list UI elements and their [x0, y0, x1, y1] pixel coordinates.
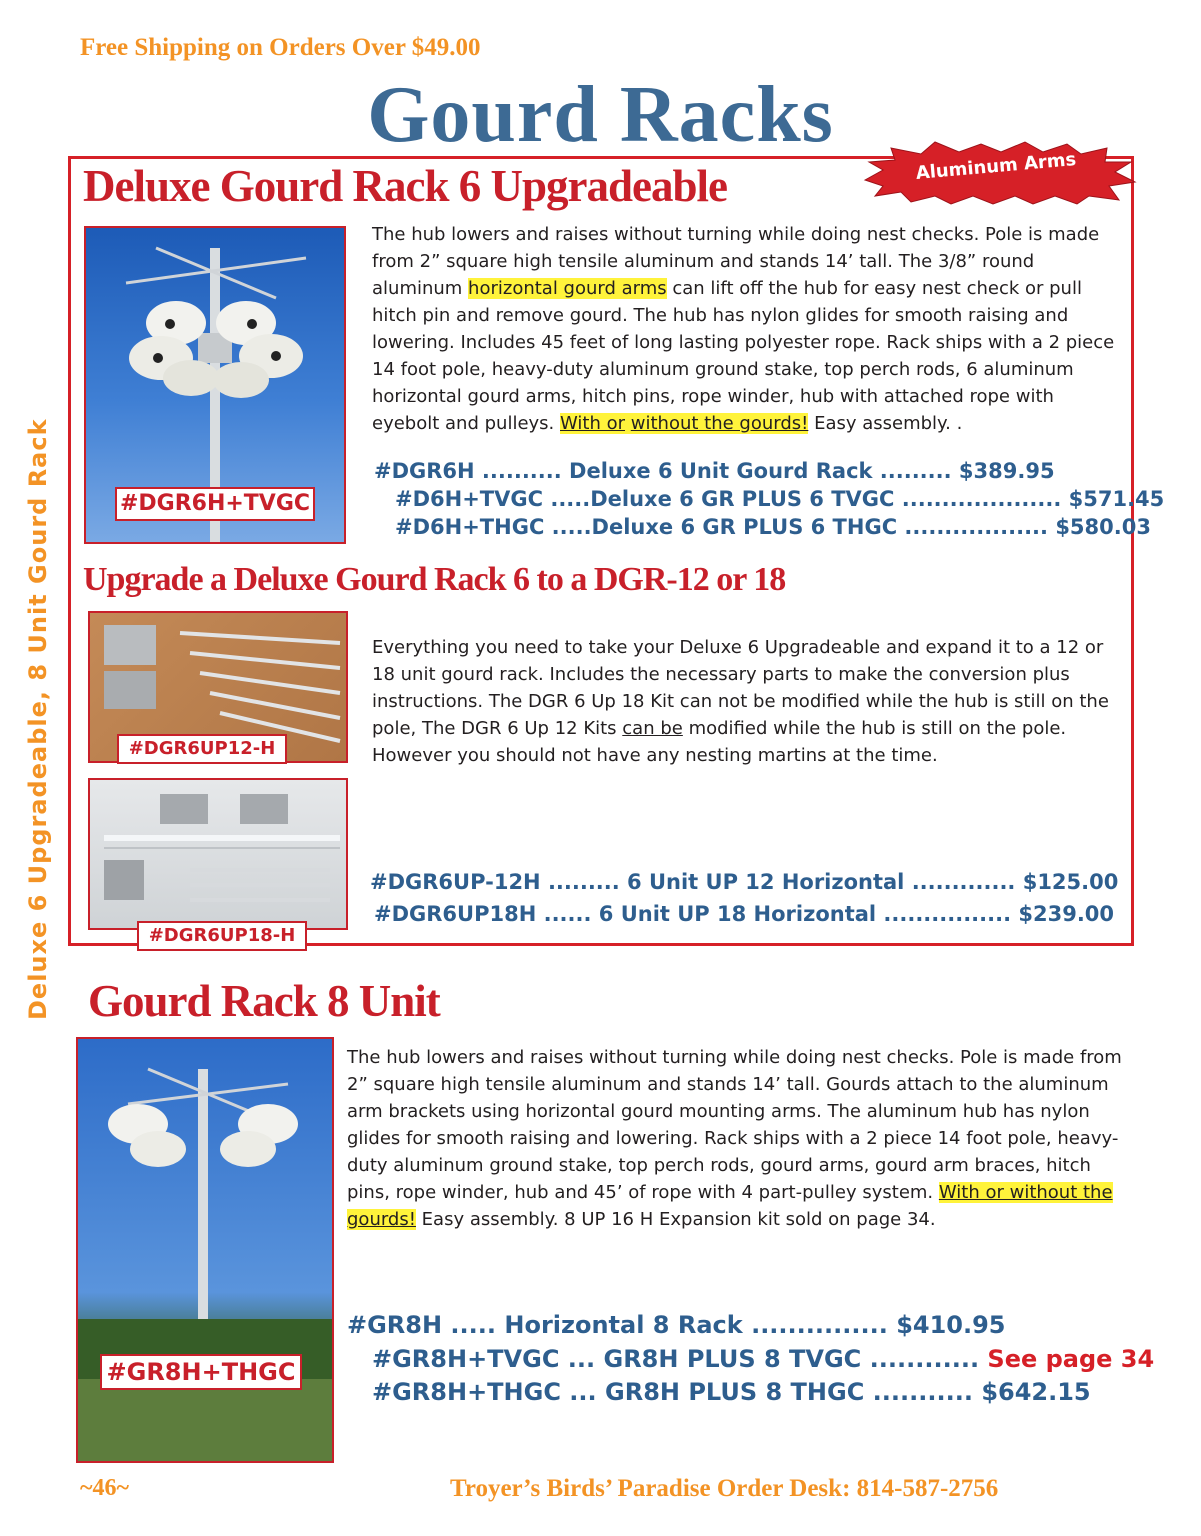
page-title: Gourd Racks — [367, 71, 834, 159]
highlight-text: without the gourds! — [630, 413, 809, 434]
desc-text: Easy assembly. 8 UP 16 H Expansion kit sold on page 34. — [415, 1209, 936, 1230]
section-title-upgrade: Upgrade a Deluxe Gourd Rack 6 to a DGR-12 or 18 — [83, 561, 786, 598]
highlight-text: With or — [560, 413, 626, 434]
price-line-dgr6h: #DGR6H .......... Deluxe 6 Unit Gourd Rack ......... $389.95 — [374, 459, 1055, 483]
price-line-d6h-thgc: #D6H+THGC .....Deluxe 6 GR PLUS 6 THGC .................. $580.03 — [395, 515, 1151, 539]
desc-text: The hub lowers and raises without turning while doing nest checks. Pole is made from 2” square high tensile aluminum and stands 14’ tall. The 3/8” round aluminum — [372, 224, 1100, 299]
gourd-rack-8-illustration — [78, 1039, 334, 1463]
price-line-d6h-tvgc: #D6H+TVGC .....Deluxe 6 GR PLUS 6 TVGC .................... $571.45 — [395, 487, 1165, 511]
highlight-text: horizontal gourd arms — [468, 278, 667, 299]
desc-text: Easy assembly. . — [808, 413, 963, 434]
aluminum-arms-badge — [855, 140, 1137, 206]
description-upgrade — [372, 634, 1112, 769]
description-gourd-rack-8 — [347, 1044, 1127, 1233]
price-line-text: #GR8H+TVGC ... GR8H PLUS 8 TVGC ............ — [372, 1345, 980, 1373]
price-line-gr8h-thgc: #GR8H+THGC ... GR8H PLUS 8 THGC ........... $642.15 — [372, 1378, 1091, 1406]
desc-text: modified while the hub is still on the pole. However you should not have any nesting martins at the time. — [372, 718, 1067, 766]
product-photo-gr8h — [76, 1037, 334, 1463]
photo-tag-dgr6up12: #DGR6UP12-H — [117, 734, 287, 764]
photo-tag-dgr6up18: #DGR6UP18-H — [137, 921, 307, 951]
footer-contact: Troyer’s Birds’ Paradise Order Desk: 814-587-2756 — [450, 1475, 999, 1502]
product-photo-dgr6up18 — [88, 778, 348, 930]
free-shipping-banner: Free Shipping on Orders Over $49.00 — [80, 34, 481, 61]
desc-text: The hub lowers and raises without turning while doing nest checks. Pole is made from 2” square high tensile aluminum and stands 14’ tall. Gourds attach to the aluminum arm brackets using horizontal gourd mounting arms. The aluminum hub has nylon glides for smooth raising and lowering. Rack ships with a 2 piece 14 foot pole, heavy-duty aluminum ground stake, top perch rods, gourd arms, gourd arm braces, hitch pins, rope winder, hub and 45’ of rope with 4 part-pulley system. — [347, 1047, 1122, 1203]
highlight-text: With or without the gourds! — [347, 1182, 1113, 1230]
section-title-deluxe-6: Deluxe Gourd Rack 6 Upgradeable — [83, 161, 727, 211]
description-deluxe-6 — [372, 221, 1124, 437]
price-line-dgr6up-12h: #DGR6UP-12H ......... 6 Unit UP 12 Horizontal ............. $125.00 — [370, 870, 1119, 894]
photo-tag-dgr6h: #DGR6H+TVGC — [115, 487, 315, 521]
desc-text: can lift off the hub for easy nest check or pull hitch pin and remove gourd. The hub has nylon glides for smooth raising and lowering. Includes 45 feet of long lasting polyester rope. Rack ships with a 2 piece 14 foot pole, heavy-duty aluminum ground stake, top perch rods, 6 aluminum horizontal gourd arms, hitch pins, rope winder, hub with attached rope with eyebolt and pulleys. — [372, 278, 1115, 434]
underlined-text: can be — [622, 718, 683, 739]
page-number: ~46~ — [80, 1475, 129, 1501]
see-page-reference: See page 34 — [987, 1345, 1155, 1373]
price-line-dgr6up18h: #DGR6UP18H ...... 6 Unit UP 18 Horizontal ................ $239.00 — [374, 902, 1115, 926]
side-label: Deluxe 6 Upgradeable, 8 Unit Gourd Rack — [24, 418, 52, 1020]
price-line-gr8h-tvgc — [372, 1345, 1154, 1373]
upgrade-kit-18-illustration — [90, 780, 348, 930]
price-line-gr8h: #GR8H ..... Horizontal 8 Rack ............... $410.95 — [347, 1311, 1006, 1339]
photo-tag-gr8h: #GR8H+THGC — [100, 1354, 302, 1390]
badge-label: Aluminum Arms — [915, 149, 1077, 184]
section-title-gourd-rack-8: Gourd Rack 8 Unit — [88, 976, 440, 1026]
desc-text: Everything you need to take your Deluxe 6 Upgradeable and expand it to a 12 or 18 unit gourd rack. Includes the necessary parts to make the conversion plus instructions. The DGR 6 Up 18 Kit can not be modified while the hub is still on the pole, The DGR 6 Up 12 Kits — [372, 637, 1109, 739]
